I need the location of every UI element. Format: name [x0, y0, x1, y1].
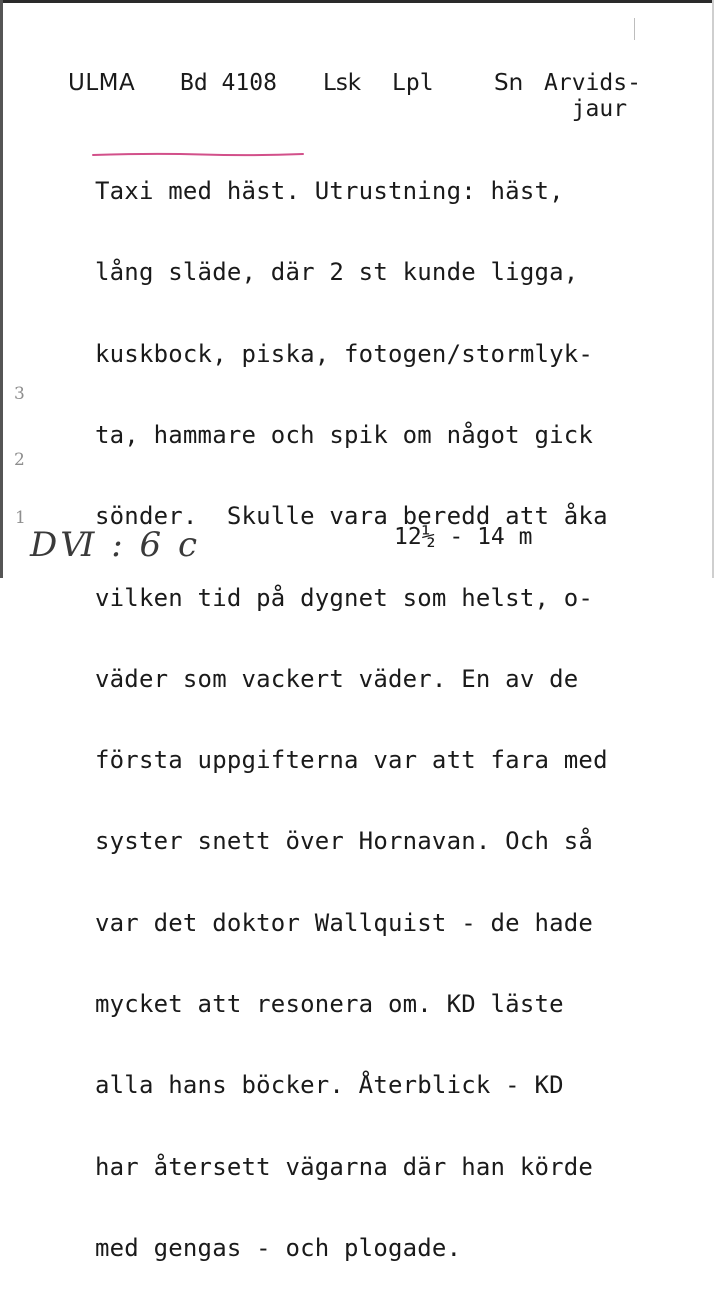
- body-line: ta, hammare och spik om något gick: [95, 421, 594, 450]
- body-line: med gengas - och plogade.: [95, 1233, 462, 1262]
- parish-label: Sn: [494, 70, 524, 96]
- landscape-label: Lsk: [323, 70, 362, 96]
- place-label: Lpl: [392, 70, 434, 96]
- card-tick-mark: [634, 18, 635, 40]
- body-line: kuskbock, piska, fotogen/stormlyk-: [95, 339, 594, 368]
- body-line: vilken tid på dygnet som helst, o-: [95, 583, 594, 612]
- body-line: alla hans böcker. Återblick - KD: [95, 1071, 564, 1100]
- margin-number-3: 3: [14, 384, 25, 404]
- card-top-edge: [0, 0, 714, 3]
- measurement: 12½ - 14 m: [394, 524, 533, 550]
- body-line: sönder. Skulle vara beredd att åka: [95, 502, 608, 531]
- card-left-edge: [0, 0, 3, 578]
- body-line: första uppgifterna var att fara med: [95, 746, 608, 775]
- body-line: lång släde, där 2 st kunde ligga,: [95, 258, 579, 287]
- body-line: var det doktor Wallquist - de hade: [95, 908, 594, 937]
- body-line: syster snett över Hornavan. Och så: [95, 827, 594, 856]
- archive-code: ULMA: [68, 70, 136, 96]
- parish-name: Arvids- jaur: [544, 70, 641, 122]
- body-line: väder som vackert väder. En av de: [95, 664, 579, 693]
- card-body: [95, 124, 608, 1316]
- body-line: har återsett vägarna där han körde: [95, 1152, 594, 1181]
- body-line: mycket att resonera om. KD läste: [95, 990, 564, 1018]
- pencil-note: DⅥ : 6 c: [30, 525, 201, 565]
- body-line: Taxi med häst. Utrustning: häst,: [95, 177, 564, 206]
- margin-number-2: 2: [14, 450, 25, 470]
- margin-number-1: 1: [15, 508, 26, 528]
- volume-number: Bd 4108: [180, 70, 277, 96]
